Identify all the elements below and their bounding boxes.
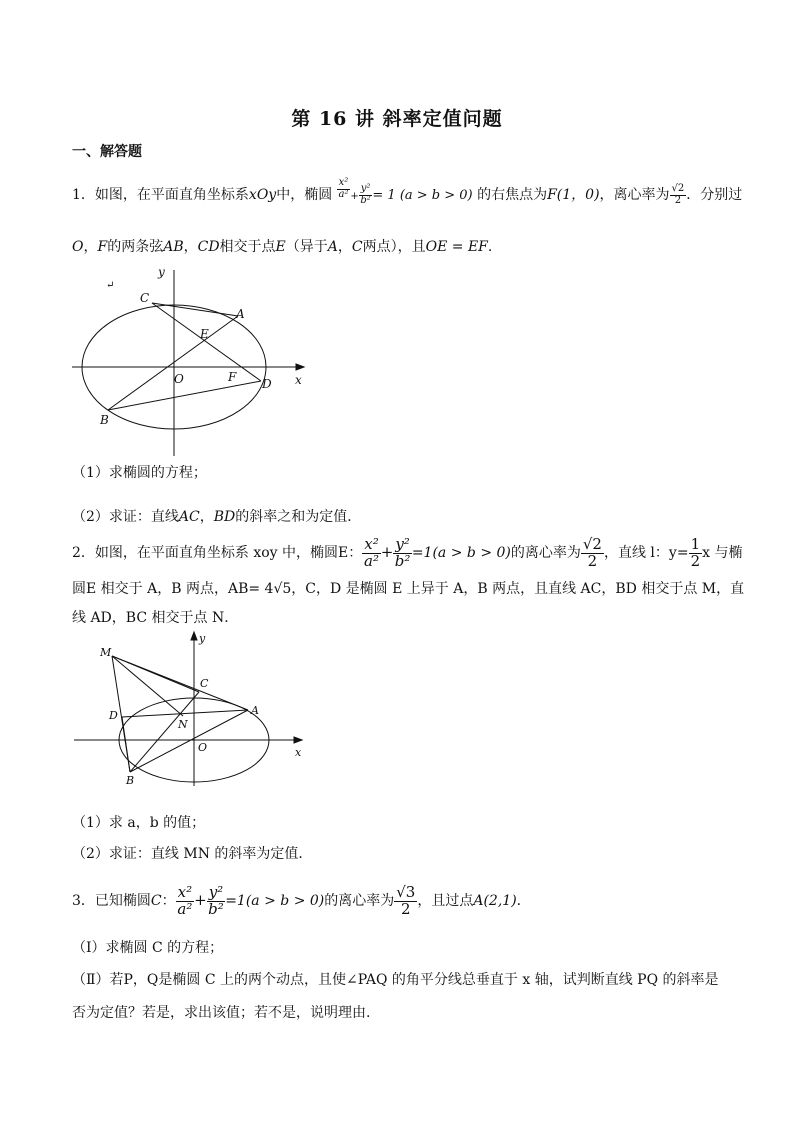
p1-question-2 [72,506,361,528]
fig1-return: ↵ [106,280,115,291]
problem-2-line-3: 线 AD，BC 相交于点 N． [72,610,239,626]
p2-frac-y: $\frac{\text{y²}}{\text{b²}}$ [394,534,411,570]
fig1-label-A: A [236,307,245,321]
problem-1-line-1: 1．如图，在平面直角坐标系xOy中，椭圆 $\frac{\text{x²}}{\text{a²}}$ + $\frac{\text{y²}}{\text{b²}}$ = 1 (a > b > 0) 的右焦点为F(1，0)，离心率为 $\frac{√2}{2}$ ．分别过 [72,177,743,206]
chord-BD [108,381,261,410]
problem-2-line-1 [72,532,742,573]
p2-question-2: （2）求证：直线 MN 的斜率为定值． [72,846,313,862]
fig2-label-B: B [126,774,135,787]
p1-text: ，离心率为 [599,187,670,203]
p1-sep: ， [183,239,198,255]
p1-OE-EF: OE = EF [425,239,488,255]
p1-text: （2）求证：直线 [72,509,179,525]
fig1-label-E: E [200,327,209,341]
fig2-label-M: M [100,646,112,659]
p2-cond: =1(a > b > 0) [411,545,511,561]
p3-C: C [150,893,162,909]
problem-3-line-1 [72,880,531,921]
p3-text: ，且过点 [417,893,474,909]
fig2-label-x: x [295,746,302,759]
fig1-label-O: O [174,372,184,386]
p3-plus: + [194,891,207,909]
p2-text: 的离心率为 [510,545,581,561]
p2-plus: + [380,543,394,561]
x-axis-arrow [296,364,304,370]
figure-1 [66,260,316,460]
p1-sep: ， [337,239,352,255]
fig2-label-N: N [178,718,188,731]
p3-question-1: （Ⅰ）求椭圆 C 的方程； [72,940,224,956]
p3-question-2-cont: 否为定值？若是，求出该值；若不是，说明理由. [72,1005,371,1021]
x-axis-arrow [294,737,302,743]
line-BC [130,692,199,772]
fig2-label-O: O [198,741,208,754]
p1-C: C [351,239,363,255]
p3-eccentricity: $\frac{√3}{2}$ [396,882,416,918]
p1-text: 的斜率之和为定值． [235,509,362,525]
p2-text: x 与椭 [702,545,743,561]
p1-eq-frac-y: $\frac{\text{y²}}{\text{b²}}$ [360,183,371,206]
p2-slope: $\frac{1}{2}$ [690,534,701,570]
p1-eccentricity: $\frac{√2}{2}$ [671,183,685,206]
p3-frac-x: $\frac{\text{x²}}{\text{a²}}$ [177,882,193,918]
problem-1-line-2 [72,236,492,258]
p1-xoy: xOy [248,187,277,203]
p1-AC: AC [178,509,200,525]
fig1-label-B: B [100,413,109,427]
p3-point: A(2,1) [473,893,517,909]
p3-text: 3．已知椭圆 [72,893,151,909]
p3-question-2: （Ⅱ）若P，Q是椭圆 C 上的两个动点，且使∠PAQ 的角平分线总垂直于 x 轴，试判断直线 PQ 的斜率是 [72,972,719,988]
line-DA [122,710,248,717]
line-DB [122,717,130,772]
p2-text: 2．如图，在平面直角坐标系 xoy 中，椭圆E： [72,545,363,561]
fig2-label-C: C [200,677,209,690]
fig1-label-y: y [158,265,165,279]
p2-eccentricity: $\frac{√2}{2}$ [582,534,602,570]
p1-question-1: （1）求椭圆的方程； [72,465,207,481]
chord-AB [108,316,238,410]
problem-2-line-2: 圆E 相交于 A，B 两点，AB= 4√5，C，D 是椭圆 E 上异于 A，B 两点，且直线 AC，BD 相交于点 M，直 [72,581,745,597]
p3-cond: =1(a > b > 0) [225,893,325,909]
section-heading: 一、解答题 [72,144,142,160]
p1-sep: ， [199,509,214,525]
p3-frac-y: $\frac{\text{y²}}{\text{b²}}$ [208,882,224,918]
p1-E: E [275,239,286,255]
fig1-label-D: D [262,377,272,391]
fig1-label-F: F [228,370,237,384]
figure-2 [66,630,316,790]
p2-text: ，直线 l：y= [603,545,689,561]
p3-text: 的离心率为 [324,893,395,909]
p3-text: ． [516,893,531,909]
p1-text: 1．如图，在平面直角坐标系 [72,187,249,203]
p1-sep: ， [83,239,98,255]
p1-text: 的两条弦 [107,239,164,255]
p2-frac-x: $\frac{\text{x²}}{\text{a²}}$ [364,534,379,570]
page-title: 第 16 讲 斜率定值问题 [291,108,503,130]
chord-CA [152,303,238,316]
y-axis-arrow [191,632,197,640]
p1-focus: F(1，0) [547,187,600,203]
fig2-label-D: D [109,709,118,722]
fig1-label-C: C [140,291,150,305]
p1-eq-frac-x: $\frac{\text{x²}}{\text{a²}}$ [338,177,349,200]
fig1-label-x: x [295,373,302,387]
p1-eq-rest: = 1 (a > b > 0) [372,188,473,203]
p1-O: O [72,239,84,255]
p1-text: 中，椭圆 [276,187,333,203]
p1-A: A [327,239,338,255]
p1-F: F [97,239,108,255]
p2-question-1: （1）求 a，b 的值； [72,815,206,831]
p1-AB: AB [163,239,184,255]
p1-BD: BD [213,509,236,525]
p1-text: 的右焦点为 [477,187,548,203]
p1-CD: CD [197,239,220,255]
p1-text: . [487,239,493,255]
p1-text: 两点），且 [362,239,426,255]
p1-text: ．分别过 [686,187,743,203]
fig2-label-y: y [199,632,206,645]
line-MC [112,656,199,692]
p1-text: 相交于点 [219,239,276,255]
line-BA [130,710,248,772]
p3-colon: ： [161,893,176,909]
p1-text: （异于 [285,239,328,255]
fig2-label-A: A [251,704,259,717]
